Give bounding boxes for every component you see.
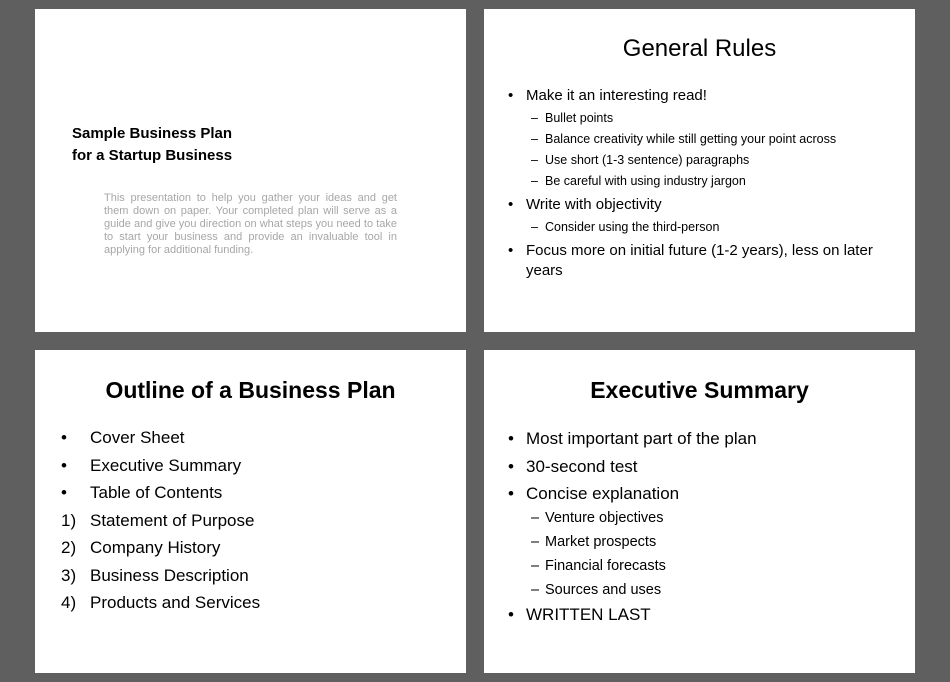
dash-marker: – bbox=[531, 558, 540, 574]
slide-title bbox=[72, 123, 232, 167]
dash-marker: – bbox=[531, 153, 538, 167]
slide-thumbnail-3[interactable] bbox=[35, 350, 466, 673]
outline-text: Cover Sheet bbox=[90, 428, 185, 447]
list-marker: • bbox=[61, 483, 67, 502]
sub-bullet-item bbox=[508, 532, 757, 556]
outline-item bbox=[61, 427, 260, 455]
bullet-item bbox=[508, 456, 757, 484]
slide-title: Executive Summary bbox=[590, 377, 809, 403]
outline-text: Business Description bbox=[90, 565, 249, 585]
sub-bullet-text: Sources and uses bbox=[545, 582, 662, 598]
sub-bullet-text: Financial forecasts bbox=[545, 558, 666, 574]
sub-bullet-item bbox=[508, 580, 757, 604]
bullet-marker: • bbox=[508, 87, 514, 104]
bullet-item bbox=[508, 86, 903, 106]
outline-item bbox=[61, 510, 260, 538]
title-line: for a Startup Business bbox=[72, 147, 233, 164]
slide-title: Outline of a Business Plan bbox=[105, 377, 396, 403]
sub-bullet-text: Be careful with using industry jargon bbox=[545, 174, 746, 188]
list-marker: 1) bbox=[61, 510, 77, 530]
bullet-marker: • bbox=[508, 429, 514, 448]
sub-bullet-item bbox=[508, 110, 903, 126]
slide-title: General Rules bbox=[622, 35, 777, 62]
outline-item bbox=[61, 565, 260, 593]
list-marker: 4) bbox=[61, 593, 77, 612]
bullet-text: WRITTEN LAST bbox=[526, 605, 651, 624]
sub-bullet-text: Bullet points bbox=[545, 111, 614, 125]
bullet-item bbox=[508, 428, 757, 456]
sub-bullet-text: Use short (1-3 sentence) paragraphs bbox=[545, 153, 750, 167]
bullet-text: Make it an interesting read! bbox=[526, 87, 707, 104]
slide-thumbnail-1[interactable] bbox=[35, 9, 466, 332]
slide-thumbnail-4[interactable] bbox=[484, 350, 915, 673]
bullet-text: Focus more on initial future (1-2 years), less on later years bbox=[526, 242, 873, 279]
dash-marker: – bbox=[531, 111, 538, 125]
dash-marker: – bbox=[531, 510, 540, 526]
bullet-marker: • bbox=[508, 605, 514, 624]
bullet-marker: • bbox=[508, 242, 514, 259]
outline-list bbox=[61, 427, 260, 620]
outline-text: Company History bbox=[90, 538, 221, 557]
outline-text: Table of Contents bbox=[90, 483, 223, 502]
bullet-item bbox=[508, 241, 903, 281]
title-line: Sample Business Plan bbox=[72, 125, 233, 142]
list-marker: • bbox=[61, 428, 67, 447]
bullet-item bbox=[508, 604, 757, 632]
sub-bullet-text: Balance creativity while still getting your point across bbox=[545, 132, 837, 146]
dash-marker: – bbox=[531, 174, 538, 188]
dash-marker: – bbox=[531, 220, 538, 234]
outline-item bbox=[61, 482, 260, 510]
bullet-text: 30-second test bbox=[526, 456, 638, 476]
outline-text: Statement of Purpose bbox=[90, 510, 255, 530]
bullet-text: Concise explanation bbox=[526, 484, 680, 503]
sub-bullet-text: Consider using the third-person bbox=[545, 220, 720, 234]
bullet-item bbox=[508, 483, 757, 508]
outline-item bbox=[61, 592, 260, 620]
outline-text: Executive Summary bbox=[90, 455, 242, 475]
sub-bullet-text: Market prospects bbox=[545, 534, 657, 550]
list-marker: • bbox=[61, 455, 67, 475]
list-marker: 2) bbox=[61, 538, 77, 557]
slide-subtitle: This presentation to help you gather your ideas and get them down on paper. Your completed plan will serve as a guide and give you direction on what steps you need to take to start your business and provide an invaluable tool in applying for additional funding. bbox=[104, 192, 397, 256]
sub-bullet-item bbox=[508, 508, 757, 532]
bullet-item bbox=[508, 195, 903, 215]
bullet-marker: • bbox=[508, 456, 514, 476]
bullet-text: Write with objectivity bbox=[526, 196, 662, 213]
bullet-list bbox=[508, 86, 903, 281]
sub-bullet-item bbox=[508, 173, 903, 189]
sub-bullet-text: Venture objectives bbox=[545, 510, 664, 526]
outline-item bbox=[61, 455, 260, 483]
dash-marker: – bbox=[531, 582, 540, 598]
slide-thumbnail-2[interactable] bbox=[484, 9, 915, 332]
sub-bullet-item bbox=[508, 152, 903, 168]
bullet-marker: • bbox=[508, 196, 514, 213]
outline-text: Products and Services bbox=[90, 593, 261, 612]
bullet-marker: • bbox=[508, 484, 514, 503]
sub-bullet-item bbox=[508, 219, 903, 235]
dash-marker: – bbox=[531, 534, 540, 550]
sub-bullet-item bbox=[508, 556, 757, 580]
bullet-list bbox=[508, 428, 757, 632]
bullet-text: Most important part of the plan bbox=[526, 429, 757, 448]
outline-item bbox=[61, 537, 260, 565]
sub-bullet-item bbox=[508, 131, 903, 147]
list-marker: 3) bbox=[61, 565, 77, 585]
dash-marker: – bbox=[531, 132, 538, 146]
